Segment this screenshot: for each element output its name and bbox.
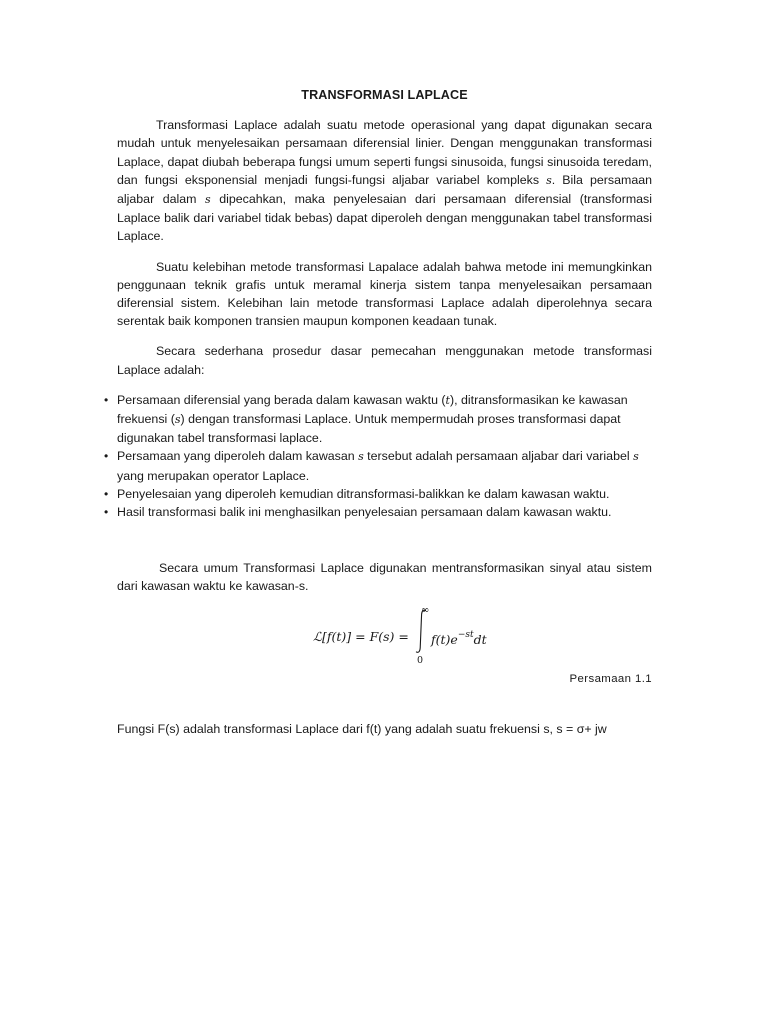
list-item-text: Penyelesaian yang diperoleh kemudian ditransformasi-balikkan ke dalam kawasan waktu.: [117, 486, 610, 501]
variable-t: t: [445, 393, 450, 407]
list-item: [104, 391, 652, 448]
document-title: TRANSFORMASI LAPLACE: [301, 88, 468, 102]
paragraph-procedure: Secara sederhana prosedur dasar pemecahan menggunakan metode transformasi Laplace adalah:: [117, 344, 652, 377]
differential: dt: [473, 631, 487, 647]
exponent: −st: [457, 629, 474, 640]
variable-s: s: [546, 173, 552, 187]
paragraph-intro-text-a: Transformasi Laplace adalah suatu metode operasional yang dapat digunakan secara mudah untuk menyelesaikan persamaan diferensial linier. Dengan menggunakan transformasi Laplace, dapat diubah beberapa fungsi umum seperti fungsi sinusoida, fungsi sinusoida teredam, dan fungsi eksponensial menjadi fungsi-fungsi aljabar variabel kompleks: [117, 118, 652, 187]
paragraph-intro-text-c: dipecahkan, maka penyelesaian dari persamaan diferensial (transformasi Laplace balik dari variabel tidak bebas) dapat diperoleh dengan menggunakan tabel transformasi Laplace.: [117, 192, 652, 244]
list-item-text: Persamaan diferensial yang berada dalam kawasan waktu (: [117, 392, 446, 407]
list-item-text: tersebut adalah persamaan aljabar dari variabel: [363, 449, 634, 464]
document-content: [104, 86, 652, 750]
equation-label: Persamaan 1.1: [569, 672, 652, 685]
bullet-icon: •: [104, 392, 109, 407]
paragraph-intro: [117, 116, 652, 245]
list-item: [104, 485, 652, 503]
list-item-text: ) dengan transformasi Laplace. Untuk mempermudah proses transformasi dapat digunakan tabel transformasi laplace.: [117, 412, 621, 446]
paragraph-general: Secara umum Transformasi Laplace digunakan mentransformasikan sinyal atau sistem dari kawasan waktu ke kawasan-s.: [117, 561, 652, 594]
list-item-text: yang merupakan operator Laplace.: [117, 468, 310, 483]
variable-s: s: [205, 193, 211, 207]
list-item-text: ), ditransformasikan ke kawasan frekuensi (: [117, 392, 628, 427]
integral-upper-limit: ∞: [421, 604, 430, 616]
list-item: [104, 503, 652, 521]
equation-integrand: [431, 628, 487, 649]
integral-lower-limit: 0: [417, 654, 424, 666]
paragraph-advantages: Suatu kelebihan metode transformasi Lapalace adalah bahwa metode ini memungkinkan penggunaan teknik grafis untuk meramal kinerja sistem tanpa menyelesaikan persamaan diferensial sistem. Kelebihan lain metode transformasi Laplace adalah diperolehnya secara serentak baik komponen transien maupun komponen keadaan tunak.: [117, 259, 652, 329]
list-item-text: Hasil transformasi balik ini menghasilkan penyelesaian persamaan dalam kawasan waktu.: [117, 505, 612, 520]
list-item-text: Persamaan yang diperoleh dalam kawasan: [117, 449, 359, 464]
bullet-icon: •: [104, 449, 109, 464]
bullet-icon: •: [104, 486, 109, 501]
variable-s: s: [174, 413, 181, 427]
equation-lhs: ℒ[f(t)] = F(s) =: [313, 628, 409, 644]
laplace-equation: [117, 606, 652, 668]
variable-s: s: [633, 450, 639, 464]
integrand-text: f(t)e: [431, 631, 458, 647]
procedure-list: [104, 391, 652, 521]
bullet-icon: •: [104, 505, 109, 520]
paragraph-intro-text-b: . Bila persamaan aljabar dalam: [117, 172, 652, 207]
paragraph-definition: Fungsi F(s) adalah transformasi Laplace dari f(t) yang adalah suatu frekuensi s, s = σ+ jw: [117, 721, 607, 736]
list-item: [104, 447, 652, 484]
variable-s: s: [358, 450, 364, 464]
